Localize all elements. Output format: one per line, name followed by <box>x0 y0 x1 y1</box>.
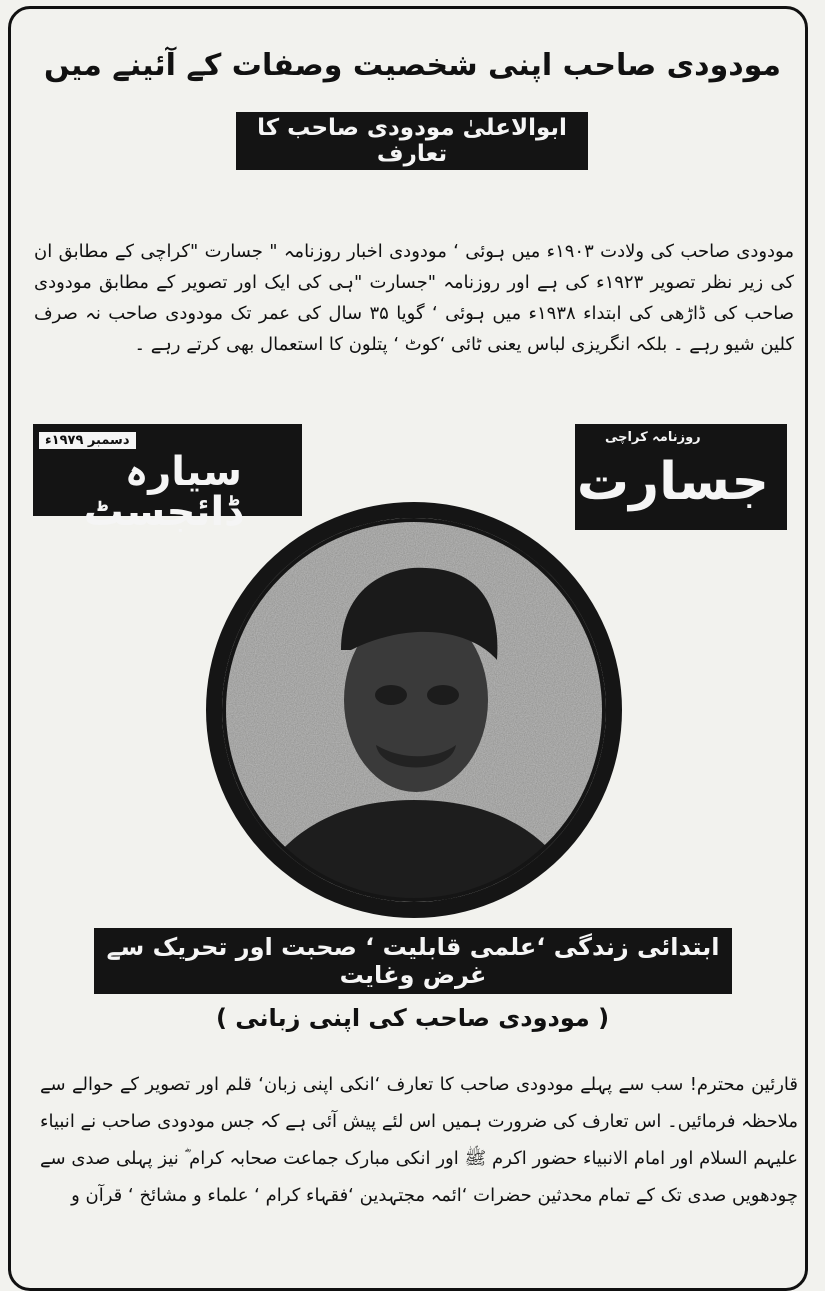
caption-banner <box>94 928 732 994</box>
masthead-left-name: سیارہ ڈائجسٹ <box>83 449 242 535</box>
portrait-photo-icon <box>201 500 627 920</box>
masthead-right-name: جسارت <box>576 452 769 512</box>
caption-subheading: ( مودودی صاحب کی اپنی زبانی ) <box>215 1004 610 1032</box>
masthead-right-tag: روزنامہ کراچی <box>605 430 701 445</box>
body-paragraph: قارئین محترم! سب سے پہلے مودودی صاحب کا تعارف ‘انکی اپنی زبان‘ قلم اور تصویر کے حوالے سے ملاحظہ فرمائیں۔ اس تعارف کی ضرورت ہمیں اس لئے پیش آئی ہے کہ جس مودودی صاحب نے انبیاء علیہم السلام اور امام الانبیاء حضور اکرم ﷺ اور انکی مبارک جماعت صحابہ کرام ؓ نیز پہلی صدی سے چودھویں صدی تک کے تمام محدثین حضرات ‘ائمہ مجتہدین ‘فقہاء کرام ‘ علماء و مشائخ ‘ قرآن و <box>40 1074 798 1206</box>
subtitle-text: ابوالاعلیٰ مودودی صاحب کا تعارف <box>257 115 567 167</box>
masthead-left-tag: دسمبر ۱۹۷۹ء <box>39 432 136 449</box>
intro-paragraph: مودودی صاحب کی ولادت ۱۹۰۳ء میں ہوئی ‘ مودودی اخبار روزنامہ " جسارت "کراچی کے مطابق ان کی زیر نظر تصویر ۱۹۲۳ء کی ہے اور روزنامہ "جسارت "ہی کی ایک اور تصویر کے مطابق مودودی صاحب کی ڈاڑھی کی ابتداء ۱۹۳۸ء میں ہوئی ‘ گویا ۳۵ سال کی عمر تک مودودی صاحب نہ صرف کلین شیو رہے ۔ بلکہ انگریزی لباس یعنی ٹائی ‘کوٹ ‘ پتلون کا استعمال بھی کرتے رہے ۔ <box>34 241 795 355</box>
caption-text: ابتدائی زندگی ‘علمی قابلیت ‘ صحبت اور تحریک سے غرض وغایت <box>106 933 720 989</box>
subtitle-banner <box>236 112 588 170</box>
page-title: مودودی صاحب اپنی شخصیت وصفات کے آئینے میں <box>44 48 781 83</box>
portrait-medallion <box>201 500 627 920</box>
